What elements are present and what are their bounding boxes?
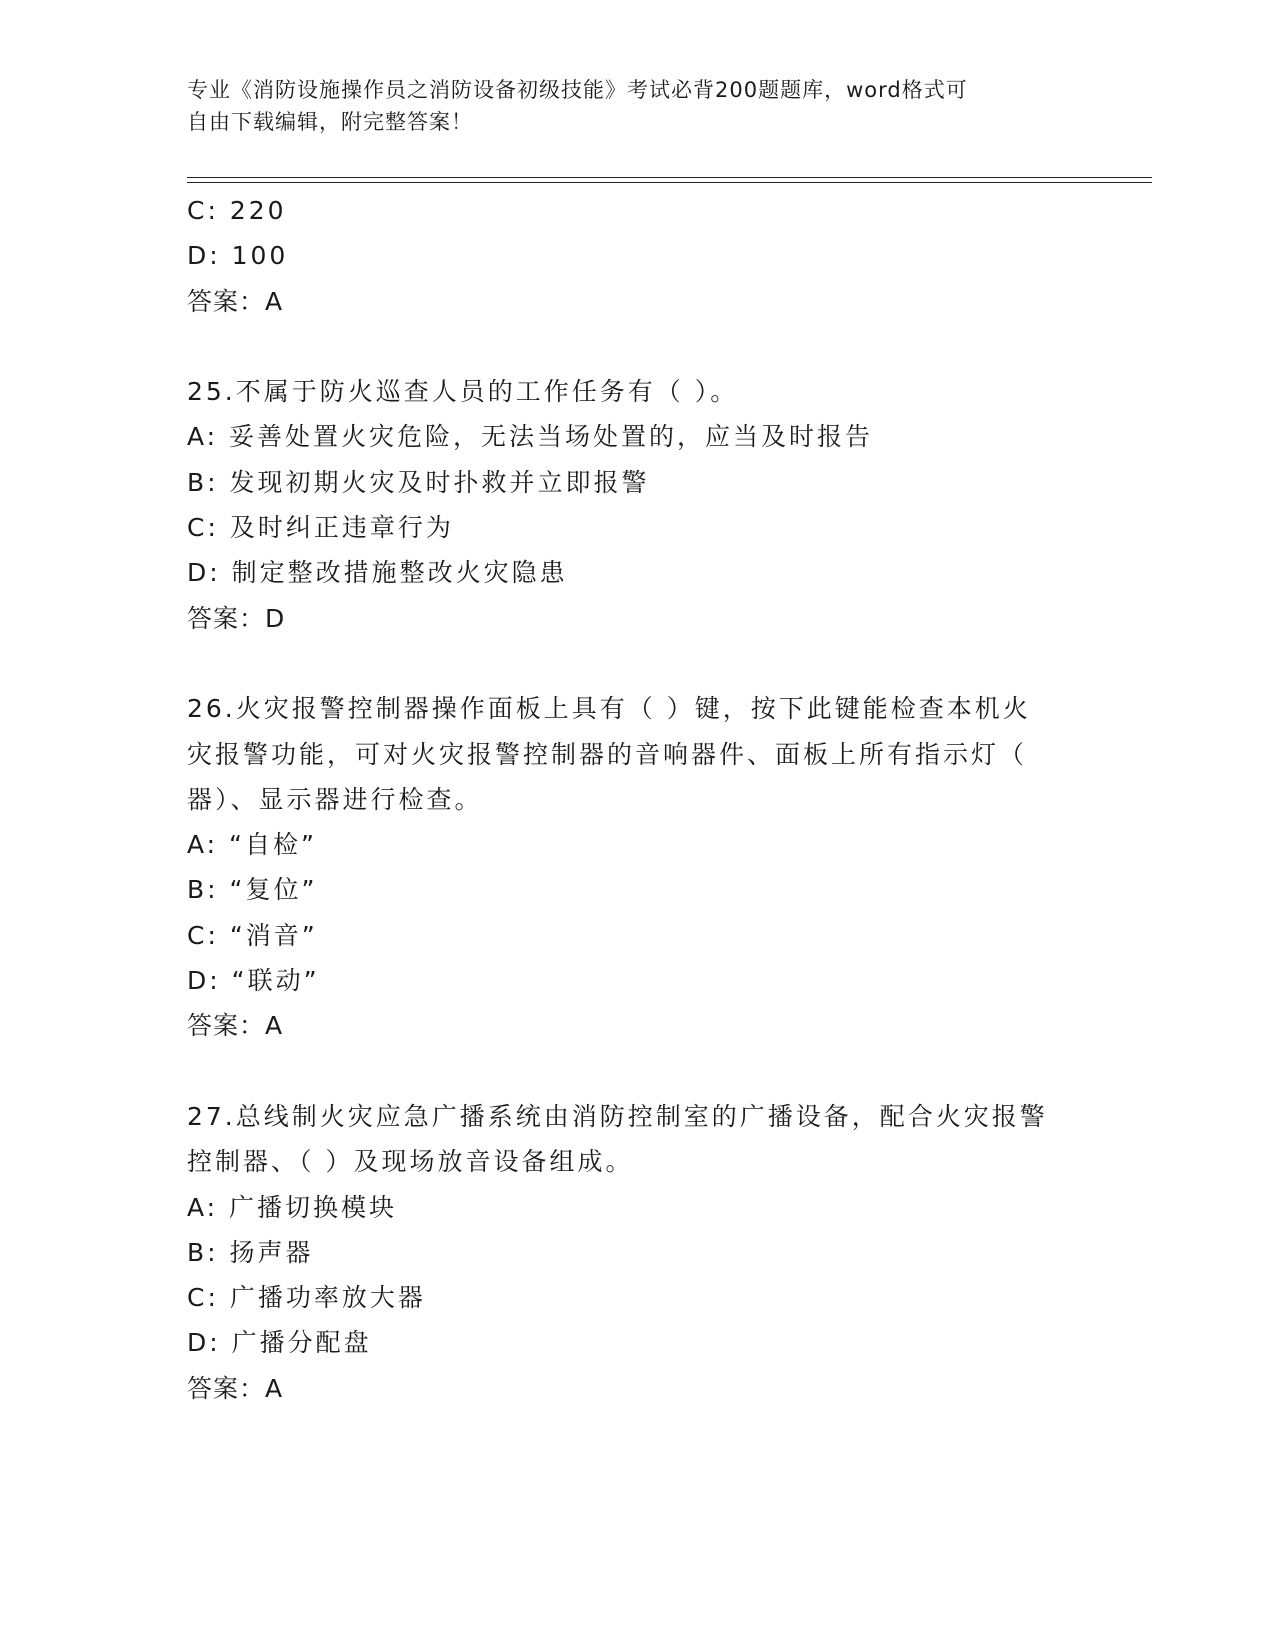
document-header [187,74,1067,138]
answer: 答案：A [187,1373,284,1403]
option-b: B: 扬声器 [187,1237,314,1267]
option-a: A: “自检” [187,830,317,860]
previous-question-fragment [187,188,1087,324]
header-divider-bottom [187,182,1152,183]
option-b: B: 发现初期火灾及时扑救并立即报警 [187,467,650,497]
question-stem-line: 灾报警功能，可对火灾报警控制器的音响器件、面板上所有指示灯（ [187,739,1028,769]
option-a: A: 妥善处置火灾危险，无法当场处置的，应当及时报告 [187,422,874,452]
question-stem [187,686,1087,822]
question-stem [187,1094,1087,1185]
header-title-line-1: 专业《消防设施操作员之消防设备初级技能》考试必背200题题库，word格式可 [187,78,968,102]
question-list [187,188,1087,1411]
option-d: D: “联动” [187,966,320,996]
question-stem-line: 26.火灾报警控制器操作面板上具有（ ）键，按下此键能检查本机火 [187,694,1031,724]
question-25 [187,369,1087,641]
question-26 [187,686,1087,1048]
option-d: D: 制定整改措施整改火灾隐患 [187,558,568,588]
question-stem-line: 器）、显示器进行检查。 [187,784,483,814]
option-c: C: “消音” [187,920,318,950]
option-a: A: 广播切换模块 [187,1192,398,1222]
question-stem-line: 控制器、（ ）及现场放音设备组成。 [187,1147,634,1177]
option-c: C: 及时纠正违章行为 [187,513,454,543]
answer: 答案：D [187,603,286,633]
option-d: D: 广播分配盘 [187,1328,372,1358]
answer: 答案：A [187,286,284,316]
answer: 答案：A [187,1011,284,1041]
header-divider-top [187,177,1152,178]
question-stem-line: 27.总线制火灾应急广播系统由消防控制室的广播设备，配合火灾报警 [187,1101,1048,1131]
question-stem-line: 25.不属于防火巡查人员的工作任务有（ ）。 [187,377,739,407]
question-stem [187,369,1087,414]
option-c: C: 220 [187,196,287,225]
option-c: C: 广播功率放大器 [187,1283,426,1313]
question-27 [187,1094,1087,1411]
option-b: B: “复位” [187,875,318,905]
header-title-line-2: 自由下载编辑，附完整答案！ [187,110,473,134]
option-d: D: 100 [187,241,289,271]
